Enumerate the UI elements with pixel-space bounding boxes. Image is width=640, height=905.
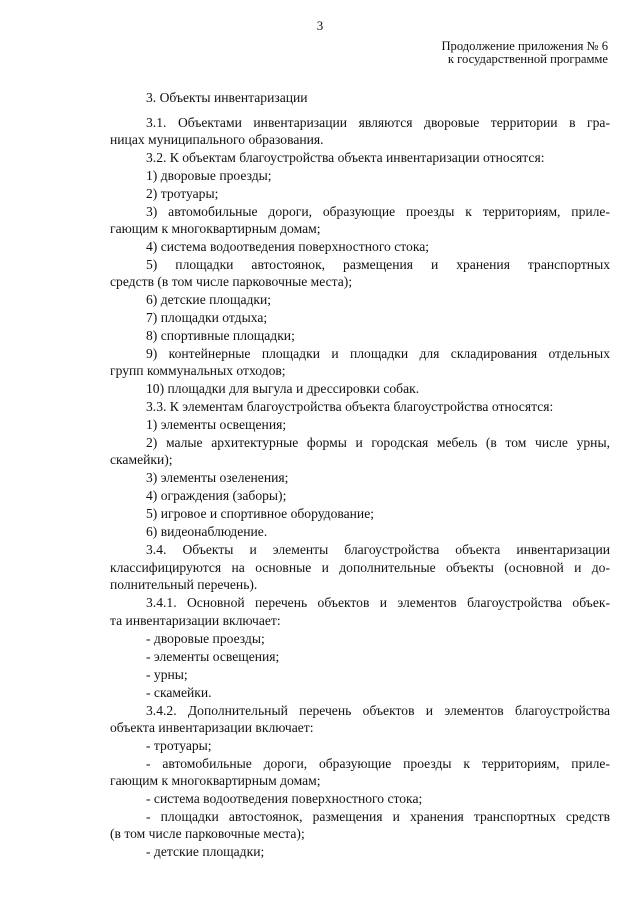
text-line: - скамейки.	[146, 685, 212, 700]
text-line: 3.3. К элементам благоустройства объекта благоустройства относятся:	[146, 399, 554, 414]
text-line: 5) площадки автостоянок, размещения и хранения транспортных	[146, 257, 610, 272]
text-line: - дворовые проезды;	[146, 631, 265, 646]
text-line: - система водоотведения поверхностного стока;	[146, 791, 423, 806]
text-line: - площадки автостоянок, размещения и хранения транспортных средств	[146, 809, 610, 824]
text-line: 9) контейнерные площадки и площадки для складирования отдельных	[146, 346, 610, 361]
text-line: классифицируются на основные и дополнительные объекты (основной и до-	[110, 560, 610, 575]
text-line: та инвентаризации включает:	[110, 613, 281, 628]
appendix-header	[441, 40, 608, 66]
text-line: - тротуары;	[146, 738, 212, 753]
text-line: 3) автомобильные дороги, образующие проезды к территориям, приле-	[146, 204, 610, 219]
text-line: - элементы освещения;	[146, 649, 280, 664]
text-line: 4) система водоотведения поверхностного стока;	[146, 239, 430, 254]
text-line: 3. Объекты инвентаризации	[146, 90, 308, 105]
text-line: 3.1. Объектами инвентаризации являются дворовые территории в гра-	[146, 115, 610, 130]
text-line: 3) элементы озеленения;	[146, 470, 289, 485]
text-line: 7) площадки отдыха;	[146, 310, 268, 325]
text-line: 6) видеонаблюдение.	[146, 524, 268, 539]
text-line: групп коммунальных отходов;	[110, 363, 286, 378]
text-line: 5) игровое и спортивное оборудование;	[146, 506, 375, 521]
text-line: 10) площадки для выгула и дрессировки собак.	[146, 381, 420, 396]
text-line: 1) элементы освещения;	[146, 417, 287, 432]
text-line: 3.4.2. Дополнительный перечень объектов и элементов благоустройства	[146, 703, 610, 718]
text-line: 6) детские площадки;	[146, 292, 272, 307]
text-line: средств (в том числе парковочные места);	[110, 274, 353, 289]
text-line: полнительный перечень).	[110, 577, 258, 592]
text-line: (в том числе парковочные места);	[110, 826, 305, 841]
text-line: гающим к многоквартирным домам;	[110, 773, 321, 788]
text-line: объекта инвентаризации включает:	[110, 720, 314, 735]
text-line: 3.4.1. Основной перечень объектов и элементов благоустройства объек-	[146, 595, 610, 610]
text-line: - детские площадки;	[146, 844, 265, 859]
text-line: скамейки);	[110, 452, 173, 467]
text-line: 3.2. К объектам благоустройства объекта инвентаризации относятся:	[146, 150, 545, 165]
text-line: 1) дворовые проезды;	[146, 168, 272, 183]
text-line: 2) малые архитектурные формы и городская мебель (в том числе урны,	[146, 435, 610, 450]
text-line: 2) тротуары;	[146, 186, 219, 201]
text-line: ницах муниципального образования.	[110, 132, 324, 147]
text-line: 4) ограждения (заборы);	[146, 488, 287, 503]
text-line: 3.4. Объекты и элементы благоустройства объекта инвентаризации	[146, 542, 610, 557]
appendix-header-line1: Продолжение приложения № 6	[441, 39, 608, 53]
text-line: - автомобильные дороги, образующие проезды к территориям, приле-	[146, 756, 610, 771]
text-line: 8) спортивные площадки;	[146, 328, 295, 343]
appendix-header-line2: к государственной программе	[447, 52, 608, 66]
text-line: гающим к многоквартирным домам;	[110, 221, 321, 236]
text-line: - урны;	[146, 667, 188, 682]
page-number: 3	[316, 18, 324, 33]
